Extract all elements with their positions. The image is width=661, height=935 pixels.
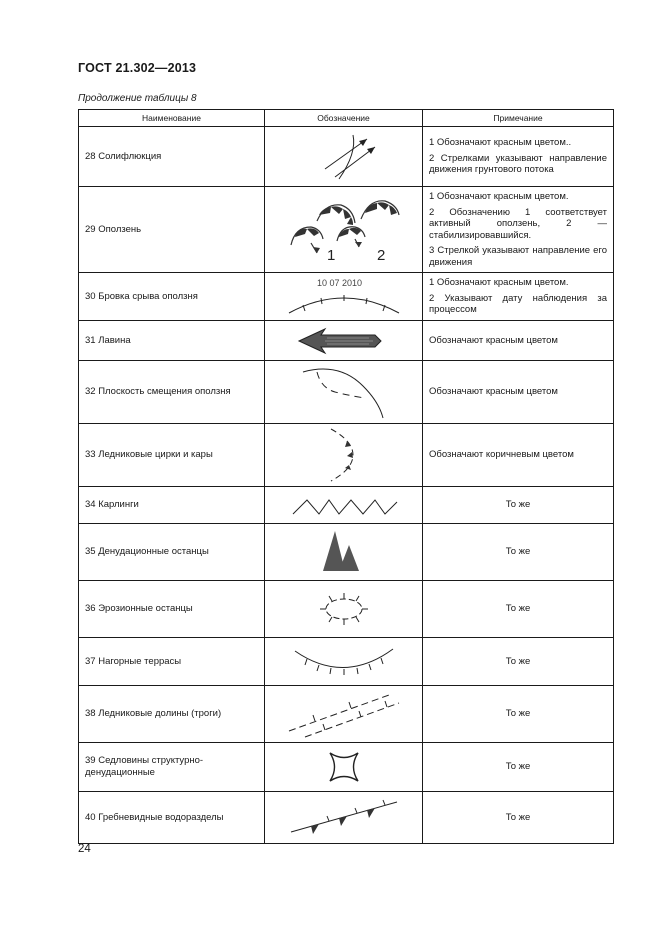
ridge-watershed-icon bbox=[269, 794, 419, 842]
row-name: 29 Оползень bbox=[79, 187, 265, 273]
table-row bbox=[79, 581, 614, 638]
symbol-cell bbox=[265, 321, 423, 361]
table-row bbox=[79, 127, 614, 187]
row-name: 32 Плоскость смещения оползня bbox=[79, 361, 265, 424]
symbol-cell bbox=[265, 273, 423, 321]
solifluction-icon bbox=[269, 129, 419, 185]
landslide-scarp-icon bbox=[269, 275, 419, 319]
landslide-label-1: 1 bbox=[326, 246, 335, 264]
symbol-cell bbox=[265, 127, 423, 187]
symbol-cell bbox=[265, 361, 423, 424]
column-header-symbol: Обозначение bbox=[265, 110, 423, 127]
carling-icon bbox=[269, 488, 419, 522]
row-name: 35 Денудационные останцы bbox=[79, 524, 265, 581]
row-name: 31 Лавина bbox=[79, 321, 265, 361]
note-line: Обозначают красным цветом bbox=[429, 334, 558, 346]
symbol-cell bbox=[265, 424, 423, 487]
row-name: 33 Ледниковые цирки и кары bbox=[79, 424, 265, 487]
table-row bbox=[79, 792, 614, 844]
note-line: 2 Обозначению 1 соответствует активный оползень, 2 — стабилизировавшийся. bbox=[429, 206, 607, 241]
table-row bbox=[79, 273, 614, 321]
table-row bbox=[79, 424, 614, 487]
row-note: То же bbox=[423, 792, 614, 844]
row-note bbox=[423, 273, 614, 321]
note-line: 3 Стрелкой указывают направление его движения bbox=[429, 245, 607, 268]
row-name: 30 Бровка срыва оползня bbox=[79, 273, 265, 321]
saddle-icon bbox=[269, 744, 419, 790]
symbol-cell bbox=[265, 792, 423, 844]
row-name: 37 Нагорные террасы bbox=[79, 638, 265, 686]
row-name: 28 Солифлюкция bbox=[79, 127, 265, 187]
row-name: 36 Эрозионные останцы bbox=[79, 581, 265, 638]
symbol-cell bbox=[265, 581, 423, 638]
row-note bbox=[423, 361, 614, 424]
row-note: То же bbox=[423, 581, 614, 638]
symbol-cell bbox=[265, 743, 423, 792]
row-note: То же bbox=[423, 686, 614, 743]
row-note bbox=[423, 127, 614, 187]
note-line: 1 Обозначают красным цветом. bbox=[429, 277, 569, 289]
table-row bbox=[79, 321, 614, 361]
landslide-label-2: 2 bbox=[376, 246, 385, 264]
row-note: То же bbox=[423, 743, 614, 792]
symbol-cell bbox=[265, 638, 423, 686]
row-note bbox=[423, 321, 614, 361]
row-name: 40 Гребневидные водоразделы bbox=[79, 792, 265, 844]
note-line: 2 Стрелками указывают направление движения грунтового потока bbox=[429, 152, 607, 176]
upland-terrace-icon bbox=[269, 639, 419, 685]
note-line: 2 Указывают дату наблюдения за процессом bbox=[429, 292, 607, 316]
symbols-table bbox=[78, 109, 614, 844]
glacial-cirque-icon bbox=[269, 425, 419, 485]
scarp-date-label: 10 07 2010 bbox=[316, 277, 362, 288]
erosion-remnant-icon bbox=[269, 582, 419, 636]
table-row bbox=[79, 638, 614, 686]
symbol-cell bbox=[265, 524, 423, 581]
column-header-note: Примечание bbox=[423, 110, 614, 127]
table-caption: Продолжение таблицы 8 bbox=[78, 93, 197, 104]
table-row bbox=[79, 686, 614, 743]
table-row bbox=[79, 487, 614, 524]
row-note: То же bbox=[423, 524, 614, 581]
table-row bbox=[79, 743, 614, 792]
row-note: То же bbox=[423, 638, 614, 686]
symbol-cell bbox=[265, 686, 423, 743]
landslide-icon bbox=[269, 189, 419, 271]
row-name: 38 Ледниковые долины (троги) bbox=[79, 686, 265, 743]
avalanche-icon bbox=[269, 323, 419, 359]
symbol-cell bbox=[265, 187, 423, 273]
page-number: 24 bbox=[78, 843, 91, 855]
column-header-name: Наименование bbox=[79, 110, 265, 127]
denudation-remnant-icon bbox=[269, 525, 419, 579]
row-name: 39 Седловины структурно-денудационные bbox=[79, 743, 265, 792]
row-note bbox=[423, 187, 614, 273]
note-line: 1 Обозначают красным цветом.. bbox=[429, 137, 572, 149]
landslide-slip-plane-icon bbox=[269, 362, 419, 422]
table-row bbox=[79, 187, 614, 273]
table-row bbox=[79, 361, 614, 424]
table-row bbox=[79, 524, 614, 581]
row-note: То же bbox=[423, 487, 614, 524]
note-line: Обозначают красным цветом bbox=[429, 386, 558, 398]
note-line: Обозначают коричневым цветом bbox=[429, 449, 574, 461]
row-note bbox=[423, 424, 614, 487]
symbol-cell bbox=[265, 487, 423, 524]
document-code: ГОСТ 21.302—2013 bbox=[78, 61, 197, 75]
table-header-row bbox=[79, 110, 614, 127]
row-name: 34 Карлинги bbox=[79, 487, 265, 524]
glacial-trough-icon bbox=[269, 687, 419, 741]
note-line: 1 Обозначают красным цветом. bbox=[429, 191, 569, 202]
